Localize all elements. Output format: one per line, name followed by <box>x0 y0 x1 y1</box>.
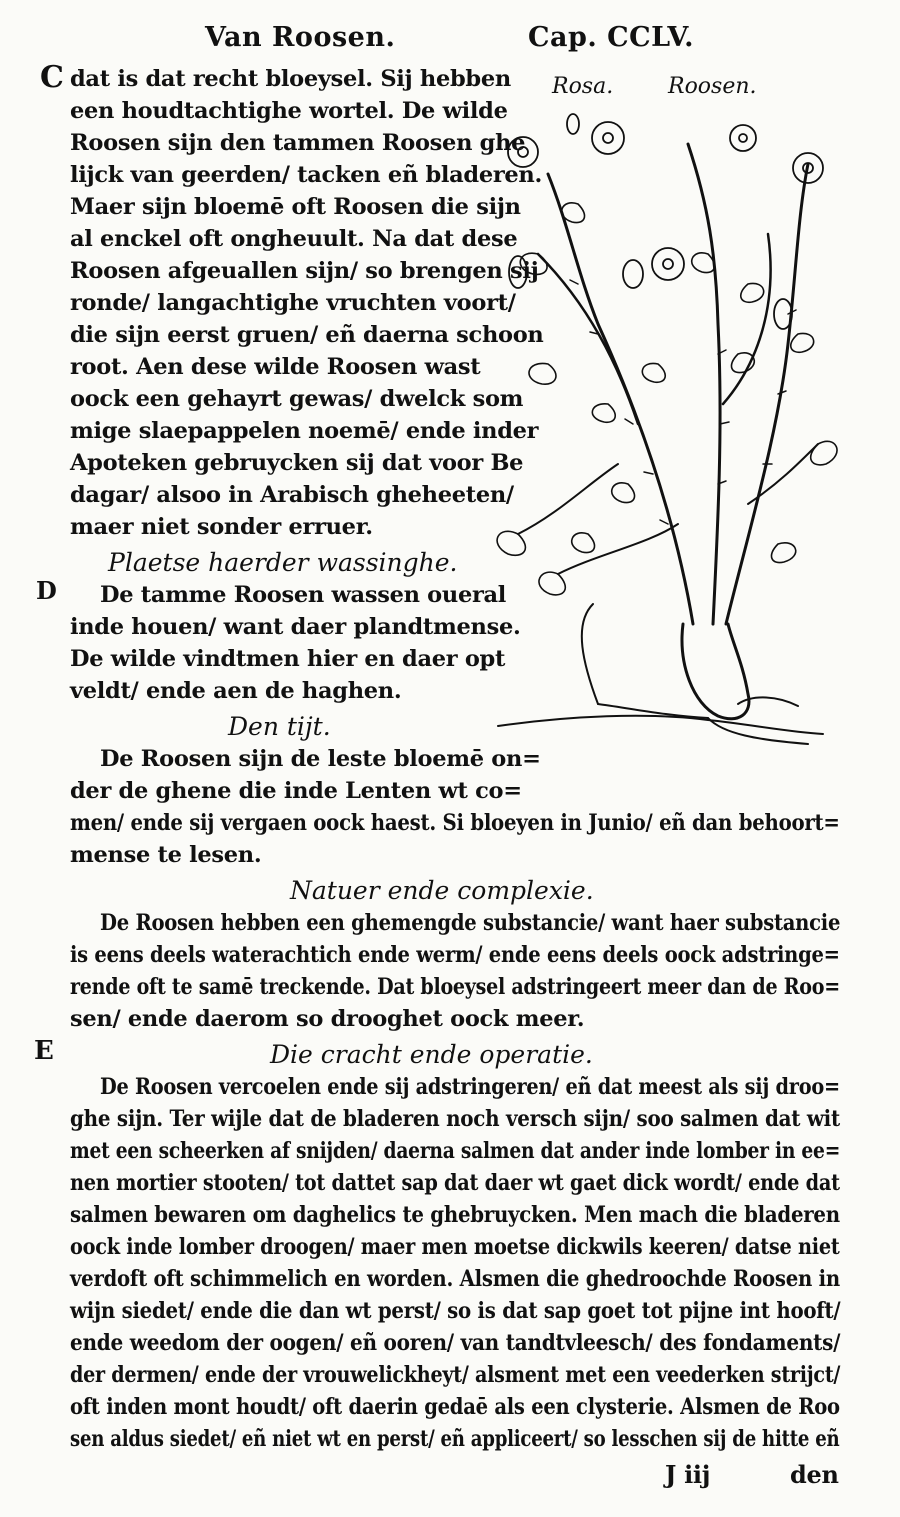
text-line: men/ ende sij vergaen oock haest. Si bloeyen in Junio/ eñ dan behoort= <box>70 810 840 836</box>
text-line: een houdtachtighe wortel. De wilde <box>70 98 508 124</box>
text-line: De Roosen sijn de leste bloemē on= <box>100 746 541 772</box>
text-line: sen/ ende daerom so drooghet oock meer. <box>70 1006 585 1032</box>
text-line: De Roosen vercoelen ende sij adstringeren/ eñ dat meest als sij droo= <box>100 1074 840 1100</box>
text-line: oft inden mont houdt/ oft daerin gedaē als een clysterie. Alsmen de Roo <box>70 1394 840 1420</box>
text-line: salmen bewaren om daghelics te ghebruycken. Men mach die bladeren <box>70 1202 840 1228</box>
text-line: al enckel oft ongheuult. Na dat dese <box>70 226 518 252</box>
text-line: inde houen/ want daer plandtmense. <box>70 614 521 640</box>
text-line: rende oft te samē treckende. Dat bloeysel adstringeert meer dan de Roo= <box>70 974 840 1000</box>
text-line: lijck van geerden/ tacken eñ bladeren. <box>70 162 543 188</box>
heading-place: Plaetse haerder wassinghe. <box>108 548 458 577</box>
text-line: nen mortier stooten/ tot dattet sap dat daer wt gaet dick wordt/ ende dat <box>70 1170 840 1196</box>
text-line: oock een gehayrt gewas/ dwelck som <box>70 386 524 412</box>
margin-letter-c: C <box>40 60 64 95</box>
margin-letter-d: D <box>36 576 57 605</box>
text-line: wijn siedet/ ende die dan wt perst/ so is dat sap goet tot pijne int hooft/ <box>70 1298 841 1324</box>
text-line: met een scheerken af snijden/ daerna salmen dat ander inde lomber in ee= <box>70 1138 841 1164</box>
signature-mark: J iij <box>665 1460 711 1489</box>
text-line: der dermen/ ende der vrouwelickheyt/ alsment met een veederken strijct/ <box>70 1362 841 1388</box>
text-line: Apoteken gebruycken sij dat voor Be <box>70 450 524 476</box>
text-line: sen aldus siedet/ eñ niet wt en perst/ eñ appliceert/ so lesschen sij de hitte eñ <box>70 1426 840 1452</box>
text-line: is eens deels waterachtich ende werm/ ende eens deels oock adstringe= <box>70 942 840 968</box>
text-line: veldt/ ende aen de haghen. <box>70 678 402 704</box>
text-line: verdoft oft schimmelich en worden. Alsmen die ghedroochde Roosen in <box>70 1266 840 1292</box>
heading-time: Den tijt. <box>228 712 331 741</box>
latin-plant-name: Rosa. <box>552 74 614 99</box>
text-line: De Roosen hebben een ghemengde substancie/ want haer substancie <box>100 910 841 936</box>
text-line: mige slaepappelen noemē/ ende inder <box>70 418 539 444</box>
chapter-number: Cap. CCLV. <box>528 22 695 53</box>
text-line: oock inde lomber droogen/ maer men moetse dickwils keeren/ datse niet <box>70 1234 840 1260</box>
text-line: De wilde vindtmen hier en daer opt <box>70 646 506 672</box>
text-line: mense te lesen. <box>70 842 262 868</box>
text-line: maer niet sonder erruer. <box>70 514 373 540</box>
margin-letter-e: E <box>34 1036 54 1066</box>
dutch-plant-name: Roosen. <box>668 74 757 99</box>
text-line: ronde/ langachtighe vruchten voort/ <box>70 290 516 316</box>
text-line: root. Aen dese wilde Roosen wast <box>70 354 481 380</box>
text-line: ghe sijn. Ter wijle dat de bladeren noch versch sijn/ soo salmen dat wit <box>70 1106 840 1132</box>
heading-nature: Natuer ende complexie. <box>290 876 594 905</box>
text-line: der de ghene die inde Lenten wt co= <box>70 778 522 804</box>
catchword: den <box>790 1460 839 1489</box>
text-line: Roosen sijn den tammen Roosen ghe <box>70 130 526 156</box>
text-line: dagar/ alsoo in Arabisch gheheeten/ <box>70 482 514 508</box>
running-title: Van Roosen. <box>205 22 396 53</box>
text-line: Roosen afgeuallen sijn/ so brengen sij <box>70 258 539 284</box>
text-line: ende weedom der oogen/ eñ ooren/ van tandtvleesch/ des fondaments/ <box>70 1330 841 1356</box>
heading-virtue: Die cracht ende operatie. <box>270 1040 593 1069</box>
text-line: De tamme Roosen wassen oueral <box>100 582 507 608</box>
text-line: Maer sijn bloemē oft Roosen die sijn <box>70 194 521 220</box>
text-line: dat is dat recht bloeysel. Sij hebben <box>70 66 511 92</box>
text-line: die sijn eerst gruen/ eñ daerna schoon <box>70 322 544 348</box>
